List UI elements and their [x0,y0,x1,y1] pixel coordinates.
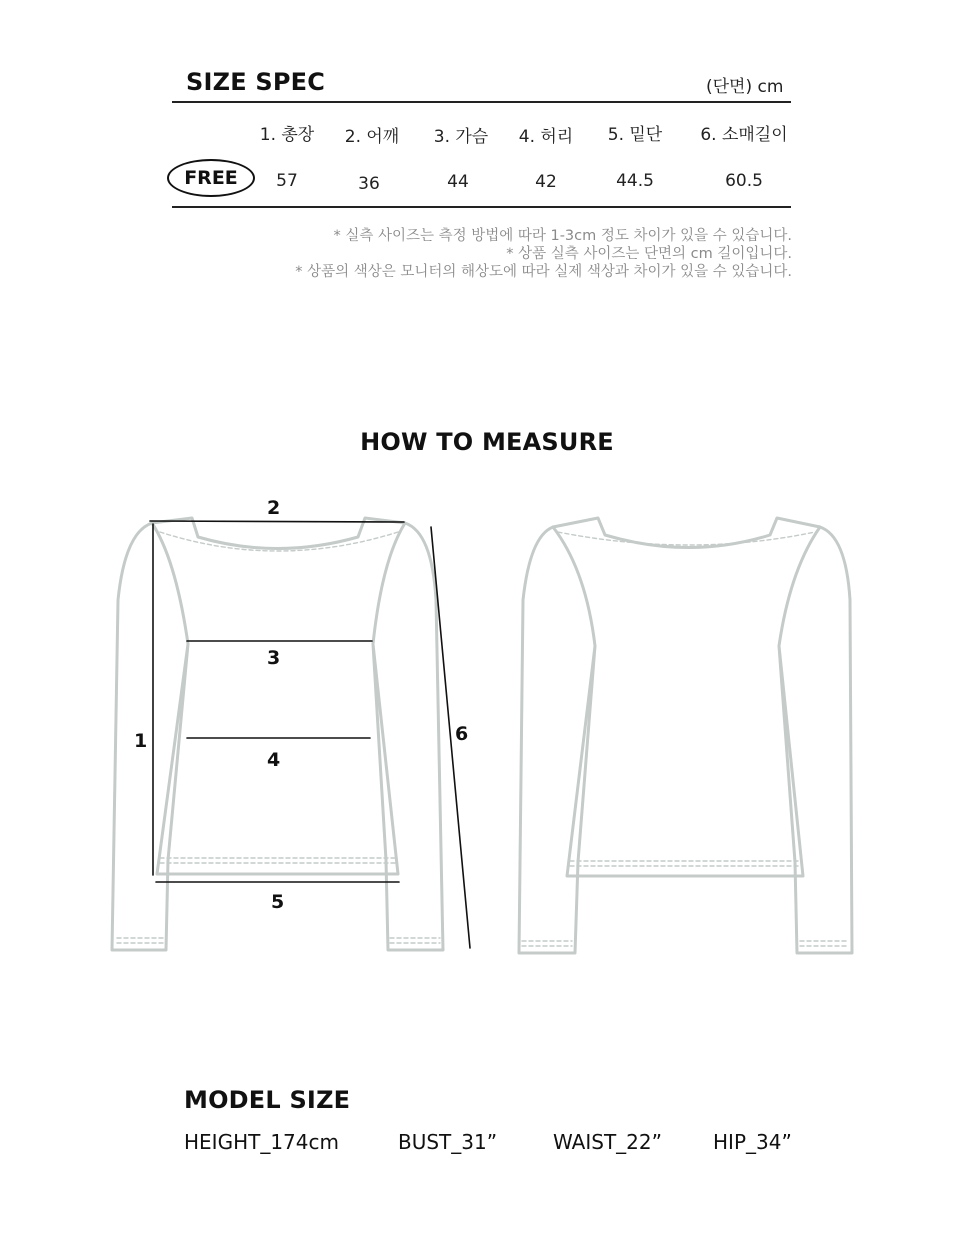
model-height: HEIGHT_174cm [184,1130,339,1154]
front-garment-outline [112,518,443,950]
note-measurement: * 실측 사이즈는 측정 방법에 따라 1-3cm 정도 차이가 있을 수 있습니다. [333,228,792,244]
col-header-shoulder: 2. 어깨 [344,127,400,147]
note-color: * 상품의 색상은 모니터의 해상도에 따라 실제 색상과 차이가 있을 수 있습니다. [295,264,792,280]
value-shoulder: 36 [358,174,380,194]
label-sleeve: 6 [455,723,469,745]
value-waist: 42 [535,172,557,192]
how-to-measure-title: HOW TO MEASURE [360,428,614,456]
label-waist: 4 [267,749,281,771]
label-shoulder: 2 [267,497,281,519]
label-chest: 3 [267,647,281,669]
col-header-sleeve: 6. 소매길이 [700,125,788,145]
note-flat-length: * 상품 실측 사이즈는 단면의 cm 길이입니다. [506,246,792,262]
value-sleeve: 60.5 [725,171,763,191]
back-garment-outline [519,518,852,953]
unit-label: (단면) cm [706,77,784,97]
size-spec-title: SIZE SPEC [186,68,326,96]
model-bust: BUST_31” [398,1130,498,1154]
model-waist: WAIST_22” [553,1130,662,1154]
col-header-waist: 4. 허리 [518,127,574,147]
value-chest: 44 [447,172,469,192]
col-header-length: 1. 총장 [259,125,315,145]
label-length: 1 [134,730,148,752]
model-size-title: MODEL SIZE [184,1086,351,1114]
model-hip: HIP_34” [713,1130,792,1154]
value-hem: 44.5 [616,171,654,191]
measure-line-shoulder [150,521,404,522]
col-header-hem: 5. 밑단 [607,125,663,145]
value-length: 57 [276,171,298,191]
col-header-chest: 3. 가슴 [433,127,489,147]
size-free-badge: FREE [167,159,255,197]
label-hem: 5 [271,891,285,913]
